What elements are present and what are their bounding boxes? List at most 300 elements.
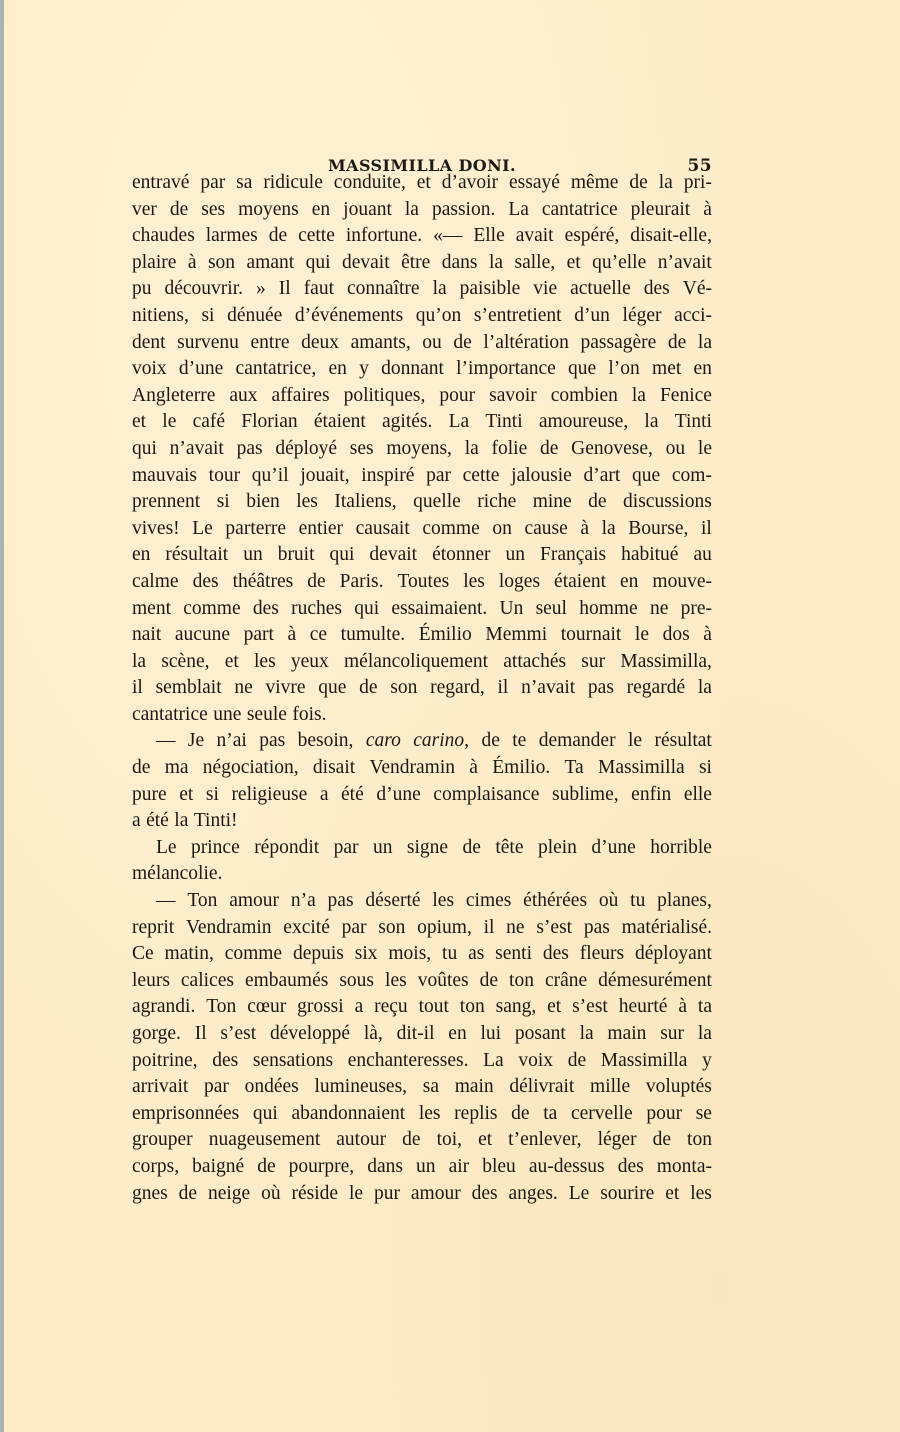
word: n’avait <box>169 437 224 459</box>
word: acci- <box>674 304 712 326</box>
word: heurté <box>618 996 668 1018</box>
word: sublime, <box>551 783 619 805</box>
word: ce <box>309 624 328 646</box>
word: des <box>617 1155 644 1177</box>
word: n’avait <box>657 251 712 273</box>
word: reprit <box>132 916 175 938</box>
text-line <box>132 675 712 702</box>
word: regardé <box>626 677 686 699</box>
word: ridicule <box>263 172 323 193</box>
word: causait <box>355 517 410 539</box>
word: Elle <box>473 225 505 247</box>
word: nitiens, <box>132 304 189 326</box>
word: un <box>505 544 526 566</box>
word: cause <box>524 517 568 539</box>
word: vivre <box>265 677 306 699</box>
text-line <box>132 782 712 809</box>
word: avait <box>515 225 554 247</box>
word: monta- <box>656 1155 712 1177</box>
word: qui <box>329 544 355 566</box>
word: été <box>341 783 364 805</box>
word: les <box>418 1102 441 1124</box>
word: pourpre, <box>288 1155 355 1177</box>
page-number: 55 <box>687 156 712 176</box>
word: cette <box>298 225 335 247</box>
word: moyens, <box>386 437 452 459</box>
word: il <box>497 677 509 699</box>
word: te <box>512 730 527 752</box>
word: Massimilla, <box>620 650 712 672</box>
word: pour <box>646 1102 683 1124</box>
word: sensations <box>252 1049 334 1071</box>
word: abandonnaient <box>291 1102 406 1124</box>
word: planes, <box>657 890 712 912</box>
word: des <box>471 1182 498 1204</box>
word: la <box>404 198 419 220</box>
word: » <box>256 278 266 300</box>
word: attachés <box>503 650 567 672</box>
word: dans <box>441 251 478 273</box>
word: Toutes <box>397 570 450 592</box>
word: mauvais <box>132 464 197 486</box>
word: bruit <box>277 544 315 566</box>
word: café <box>192 411 226 433</box>
word: que <box>567 358 597 380</box>
word: de <box>481 730 500 752</box>
word: qui <box>354 597 380 619</box>
word: agités. <box>382 411 433 433</box>
word: ton <box>459 996 485 1018</box>
word: de <box>540 437 559 459</box>
word: étonner <box>432 544 491 566</box>
word: mélancoliquement <box>344 650 489 672</box>
word: entier <box>298 517 344 539</box>
word: étaient <box>554 570 607 592</box>
word: cervelle <box>570 1102 633 1124</box>
word: qu’elle <box>592 251 647 273</box>
word: ou <box>422 331 442 353</box>
word: enfin <box>631 783 672 805</box>
text-line <box>132 941 712 968</box>
word: reçu <box>374 996 408 1018</box>
word: en <box>693 358 712 380</box>
word: Fenice <box>659 384 712 406</box>
word: jouait, <box>300 464 350 486</box>
word: qu’on <box>415 304 462 326</box>
word: amour <box>229 890 280 912</box>
word: étaient <box>313 411 366 433</box>
word: une <box>213 703 242 725</box>
word: combien <box>550 384 618 406</box>
word: résultat <box>654 730 712 752</box>
word: la <box>464 437 479 459</box>
text-line <box>132 383 712 410</box>
word: d’art <box>583 464 621 486</box>
word: déployant <box>635 943 712 965</box>
word: les <box>385 969 407 991</box>
word: quelle <box>413 491 461 513</box>
word: les <box>432 890 455 912</box>
word: à <box>580 517 590 539</box>
text-line <box>132 1101 712 1128</box>
word: ou <box>665 437 686 459</box>
text-line <box>132 888 712 915</box>
text-line <box>132 835 712 862</box>
word: dit-il <box>396 1023 435 1044</box>
word: vives! <box>132 517 180 539</box>
word: semblait <box>155 677 222 699</box>
word: fois. <box>292 703 327 725</box>
word: se <box>695 1102 712 1124</box>
word: les <box>690 1182 712 1204</box>
word: yeux <box>290 650 329 672</box>
word: s’est <box>536 916 573 938</box>
word: ne <box>506 916 525 938</box>
word: Il <box>194 1023 207 1044</box>
word: Vendramin <box>369 757 456 779</box>
word: à <box>703 624 712 646</box>
word: Genovese, <box>571 437 653 459</box>
word: ma <box>164 757 189 779</box>
word: pur <box>373 1182 400 1204</box>
word: deux <box>301 331 339 353</box>
word: des <box>192 570 219 592</box>
word: ment <box>132 597 171 619</box>
word: la <box>658 172 673 193</box>
word: plein <box>537 836 577 858</box>
text-line <box>132 1074 712 1101</box>
word: léger <box>597 1129 637 1151</box>
text-line <box>132 915 712 942</box>
word: vie <box>533 278 558 300</box>
word: ta <box>697 996 712 1018</box>
word: essaimaient. <box>391 597 488 619</box>
word: donnant <box>381 358 444 380</box>
word: ses <box>349 437 374 459</box>
word: des <box>643 278 670 300</box>
word: un <box>243 544 263 566</box>
word: met <box>652 358 682 380</box>
word: Florian <box>241 411 298 433</box>
word: que <box>632 464 661 486</box>
word: pas <box>259 730 286 752</box>
word: voluptés <box>645 1076 712 1098</box>
word: la <box>488 251 504 273</box>
word: toi, <box>436 1129 463 1151</box>
word: sang, <box>495 996 537 1018</box>
word: le <box>634 624 649 646</box>
word: théâtres <box>232 570 294 592</box>
word: cantatrice, <box>235 358 317 380</box>
word: faut <box>303 278 335 300</box>
text-line <box>132 755 712 782</box>
word: ton <box>687 1129 712 1151</box>
word: entre <box>250 331 290 353</box>
text-line <box>132 994 712 1021</box>
word: plaire <box>132 251 177 273</box>
word: par <box>200 172 226 193</box>
word: senti <box>495 943 533 965</box>
word: dans <box>367 1155 403 1177</box>
word: pu <box>132 278 152 300</box>
word: que <box>318 677 347 699</box>
word: matérialisé. <box>621 916 712 938</box>
word: seule <box>246 703 287 725</box>
word: chaudes <box>132 225 195 247</box>
word: au-dessus <box>528 1155 605 1177</box>
word: démesurément <box>598 969 712 991</box>
word: et <box>547 996 562 1018</box>
text-line <box>132 516 712 543</box>
word: la <box>601 517 616 539</box>
word: autour <box>336 1129 387 1151</box>
word: ses <box>201 198 226 220</box>
word: tu <box>442 943 458 965</box>
word: de <box>268 225 288 247</box>
word: la <box>132 650 147 672</box>
word: fleurs <box>579 943 625 965</box>
word: sa <box>236 172 253 193</box>
word: le <box>348 1182 364 1204</box>
text-line <box>132 861 712 888</box>
word: Angleterre <box>132 384 216 406</box>
word: sur <box>581 650 606 672</box>
word: Massimilla <box>600 1049 688 1071</box>
word: Massimilla <box>597 757 685 779</box>
word: un <box>372 836 393 858</box>
word: loges <box>498 570 541 592</box>
word: pre- <box>680 597 712 619</box>
word: embaumés <box>244 969 329 991</box>
text-line <box>132 356 712 383</box>
word: elle <box>683 783 712 805</box>
text-line <box>132 303 712 330</box>
word: gorge. <box>132 1023 181 1044</box>
word: de <box>652 1129 672 1151</box>
word: le <box>697 437 712 459</box>
word: y <box>359 358 369 380</box>
word: larmes <box>205 225 258 247</box>
word: main <box>454 1076 494 1098</box>
word: mélancolie. <box>132 863 223 885</box>
word: à <box>287 624 297 646</box>
word: ne <box>649 597 669 619</box>
word: actuelle <box>570 278 631 300</box>
word: d’une <box>376 783 421 805</box>
word: bien <box>246 491 280 513</box>
word: si <box>698 757 712 779</box>
word: la <box>432 278 447 300</box>
word: opium, <box>417 916 472 938</box>
word: matin, <box>164 943 214 965</box>
word: la <box>579 1023 594 1044</box>
word: les <box>463 570 485 592</box>
word: ruches <box>291 597 343 619</box>
word: de <box>178 1182 198 1204</box>
word: l’importance <box>456 358 556 380</box>
word: être <box>401 251 431 273</box>
word: enchanteresses. <box>347 1049 469 1071</box>
word: de <box>479 969 499 991</box>
word: Tinti! <box>193 810 238 832</box>
word: grouper <box>132 1129 193 1151</box>
word: gnes <box>132 1182 168 1204</box>
word: disait-elle, <box>630 225 712 247</box>
word: qui <box>305 251 331 273</box>
word: par <box>426 464 451 486</box>
text-line <box>132 1127 712 1154</box>
word: déserté <box>365 890 421 912</box>
word: Français <box>540 544 607 566</box>
word: discussions <box>623 491 712 513</box>
text-line <box>132 463 712 490</box>
word: Vé- <box>682 278 712 300</box>
word: d’avoir <box>441 172 499 193</box>
word: comme <box>224 943 283 965</box>
word: anges. <box>508 1182 558 1204</box>
word: pour <box>439 384 476 406</box>
word: leurs <box>132 969 170 991</box>
word: la <box>631 384 646 406</box>
word: il <box>701 517 712 539</box>
word: Je <box>187 730 205 752</box>
word: l’on <box>608 358 640 380</box>
word: calme <box>132 570 179 592</box>
word: même <box>570 172 619 193</box>
word: com- <box>671 464 712 486</box>
word: par <box>333 836 359 858</box>
text-line <box>132 1048 712 1075</box>
word: la <box>174 810 189 832</box>
word: n’ai <box>216 730 247 752</box>
word: il <box>132 677 143 699</box>
word: air <box>448 1155 470 1177</box>
word: délivrait <box>509 1076 575 1098</box>
word: d’événements <box>294 304 404 326</box>
word: cimes <box>465 890 512 912</box>
word: neige <box>207 1182 251 1204</box>
word: un <box>416 1155 436 1177</box>
word: Tinti <box>674 411 712 433</box>
word: cantatrice <box>132 703 208 725</box>
word: si <box>205 783 219 805</box>
word: caro <box>365 730 401 752</box>
word: la <box>697 677 712 699</box>
word: pas <box>236 437 263 459</box>
word: poitrine, <box>132 1049 198 1071</box>
word: mine <box>532 491 572 513</box>
word: voix <box>518 1049 554 1071</box>
word: on <box>492 517 512 539</box>
word: cœur <box>247 996 287 1018</box>
word: en <box>620 570 639 592</box>
word: amants, <box>350 331 411 353</box>
word: salle, <box>514 251 556 273</box>
word: à <box>703 198 712 220</box>
word: lumineuses, <box>314 1076 408 1098</box>
word: d’une <box>591 836 636 858</box>
word: qu’il <box>251 464 289 486</box>
word: cantatrice <box>541 198 618 220</box>
word: nuageusement <box>208 1129 321 1151</box>
word: — <box>156 890 176 912</box>
running-title: MASSIMILLA DONI. <box>328 156 516 175</box>
word: de <box>567 1049 587 1071</box>
word: en <box>448 1023 467 1044</box>
word: paisible <box>459 278 521 300</box>
word: devait <box>369 544 418 566</box>
word: affaires <box>271 384 330 406</box>
word: de <box>402 1129 421 1151</box>
word: replis <box>454 1102 498 1124</box>
word: as <box>468 943 485 965</box>
text-line <box>132 170 712 197</box>
word: jalousie <box>511 464 572 486</box>
word: Il <box>278 278 291 300</box>
text-line <box>132 569 712 596</box>
word: sous <box>339 969 375 991</box>
word: cette <box>462 464 500 486</box>
word: Ta <box>564 757 584 779</box>
word: demander <box>538 730 616 752</box>
text-line <box>132 489 712 516</box>
word: et <box>478 1129 493 1151</box>
word: et <box>566 251 581 273</box>
word: tu <box>630 890 646 912</box>
word: Émilio. <box>492 757 551 779</box>
word: de <box>257 1155 276 1177</box>
word: ta <box>543 1102 558 1124</box>
text-line <box>132 596 712 623</box>
word: au <box>693 544 712 566</box>
word: connaître <box>347 278 420 300</box>
word: sourire <box>600 1182 655 1204</box>
text-line <box>132 409 712 436</box>
word: La <box>483 1049 504 1071</box>
word: sa <box>422 1076 439 1098</box>
word: éthérées <box>523 890 588 912</box>
word: espéré, <box>564 225 620 247</box>
word: de <box>359 677 378 699</box>
word: six <box>354 943 378 965</box>
word: n’avait <box>521 677 576 699</box>
word: en <box>328 358 347 380</box>
word: jouant <box>343 198 392 220</box>
word: tout <box>418 996 449 1018</box>
word: tour <box>208 464 241 486</box>
word: n’a <box>290 890 316 912</box>
word: le <box>162 411 177 433</box>
word: les <box>296 491 318 513</box>
word: pas <box>587 677 614 699</box>
word: crâne <box>544 969 588 991</box>
word: essayé <box>508 172 560 193</box>
word: aux <box>229 384 258 406</box>
word: des <box>252 597 279 619</box>
word: de <box>169 198 189 220</box>
word: la <box>697 331 712 353</box>
word: — <box>156 730 176 752</box>
word: corps, <box>132 1155 180 1177</box>
word: les <box>254 650 276 672</box>
word: mille <box>590 1076 631 1098</box>
word: par <box>204 1076 229 1098</box>
word: dénuée <box>227 304 283 326</box>
word: Vendramin <box>185 916 272 938</box>
word: pleurait <box>630 198 691 220</box>
word: Tinti <box>485 411 523 433</box>
word: Ton <box>187 890 218 912</box>
